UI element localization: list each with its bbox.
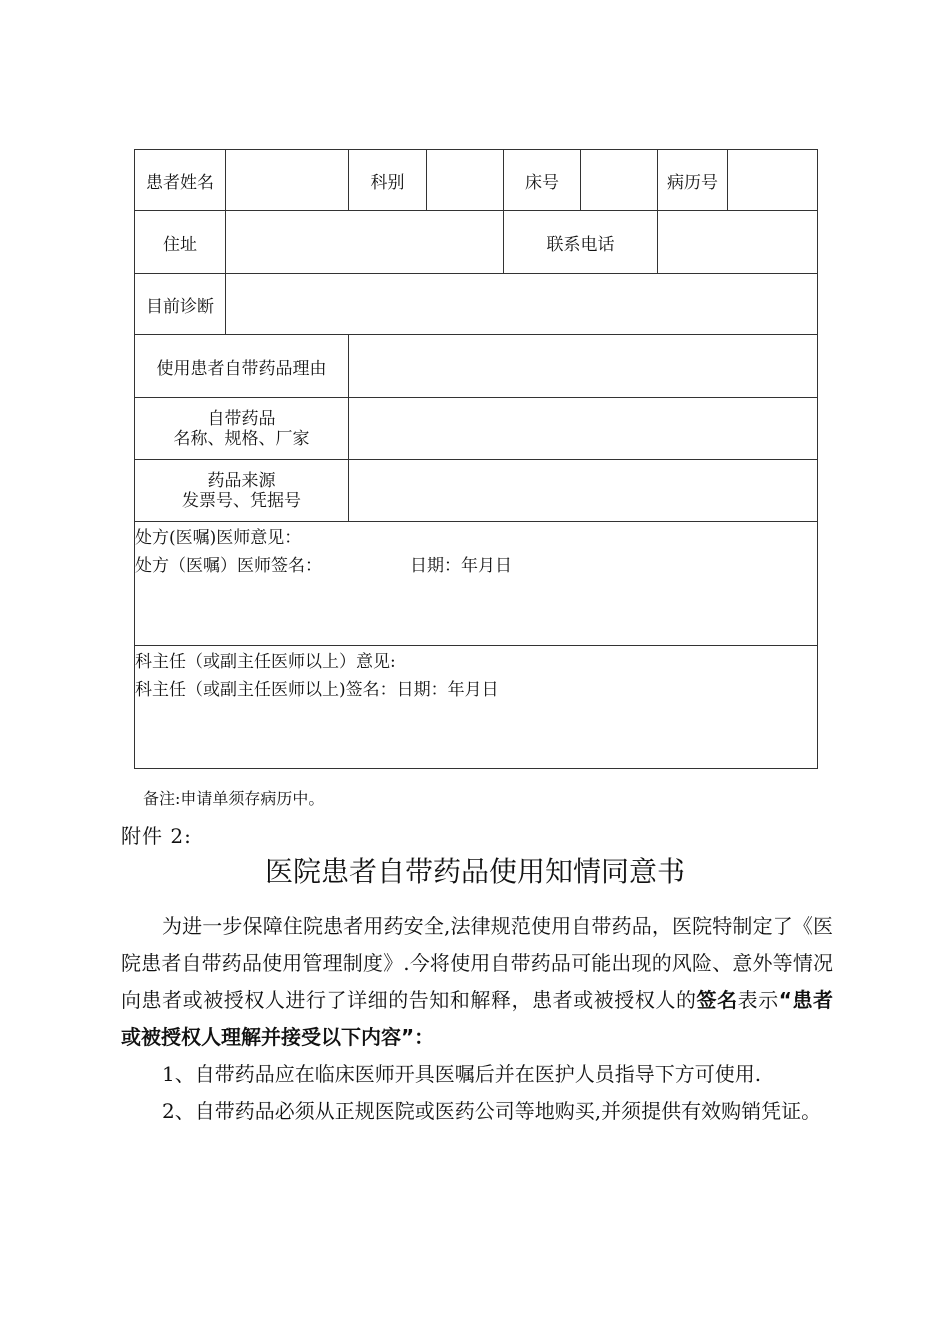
source-field[interactable] [349, 460, 818, 522]
patient-name-field[interactable] [226, 150, 349, 211]
address-field[interactable] [226, 211, 504, 274]
attachment-label: 附件 2: [121, 824, 192, 848]
record-no-label: 病历号 [658, 150, 728, 211]
department-field[interactable] [427, 150, 504, 211]
intro-bold-signature: 签名 [696, 988, 738, 1012]
reason-field[interactable] [349, 335, 818, 398]
intro-text-2: 表示 [737, 988, 779, 1012]
diagnosis-field[interactable] [226, 274, 818, 335]
record-no-field[interactable] [728, 150, 818, 211]
intro-text: 为进一步保障住院患者用药安全,法律规范使用自带药品，医院特制定了《医院患者自带药品使用管理制度》.今将使用自带药品可能出现的风险、意外等情况向患者或被授权人进行了详细的告知和解释，患者或被授权人的 [121, 914, 833, 1012]
phone-field[interactable] [658, 211, 818, 274]
reason-label: 使用患者自带药品理由 [135, 335, 349, 398]
source-label-line1: 药品来源 [207, 470, 276, 491]
consent-item-1: 1、自带药品应在临床医师开具医嘱后并在医护人员指导下方可使用. [162, 1062, 762, 1086]
patient-name-label: 患者姓名 [135, 150, 226, 211]
consent-body [121, 908, 833, 1130]
physician-sign-label: 处方（医嘱）医师签名： [135, 556, 322, 576]
consent-title: 医院患者自带药品使用知情同意书 [264, 855, 685, 888]
drug-info-label [135, 398, 349, 460]
source-label-line2: 发票号、凭据号 [182, 490, 301, 511]
physician-sign-line [135, 552, 817, 580]
phone-label: 联系电话 [504, 211, 658, 274]
intro-bold-statement: “患者或被授权人理解并接受以下内容”： [121, 988, 834, 1049]
drug-label-line1: 自带药品 [207, 408, 276, 429]
physician-opinion-block[interactable] [135, 522, 818, 646]
drug-label-line2: 名称、规格、厂家 [173, 428, 310, 449]
physician-date-label: 日期：年月日 [410, 556, 512, 576]
form-note: 备注:申请单须存病历中。 [143, 789, 325, 808]
source-label [135, 460, 349, 522]
department-label: 科别 [349, 150, 427, 211]
drug-info-field[interactable] [349, 398, 818, 460]
bed-field[interactable] [581, 150, 658, 211]
director-opinion-label: 科主任（或副主任医师以上）意见: [135, 652, 396, 672]
consent-item-2: 2、自带药品必须从正规医院或医药公司等地购买,并须提供有效购销凭证。 [162, 1099, 822, 1123]
bed-label: 床号 [504, 150, 581, 211]
physician-opinion-label: 处方(医嘱)医师意见： [135, 528, 302, 548]
address-label: 住址 [135, 211, 226, 274]
director-sign-line: 科主任（或副主任医师以上)签名：日期：年月日 [135, 680, 499, 700]
intro-paragraph [121, 908, 833, 1056]
director-opinion-block[interactable] [135, 646, 818, 769]
application-form-table [134, 149, 818, 769]
diagnosis-label: 目前诊断 [135, 274, 226, 335]
